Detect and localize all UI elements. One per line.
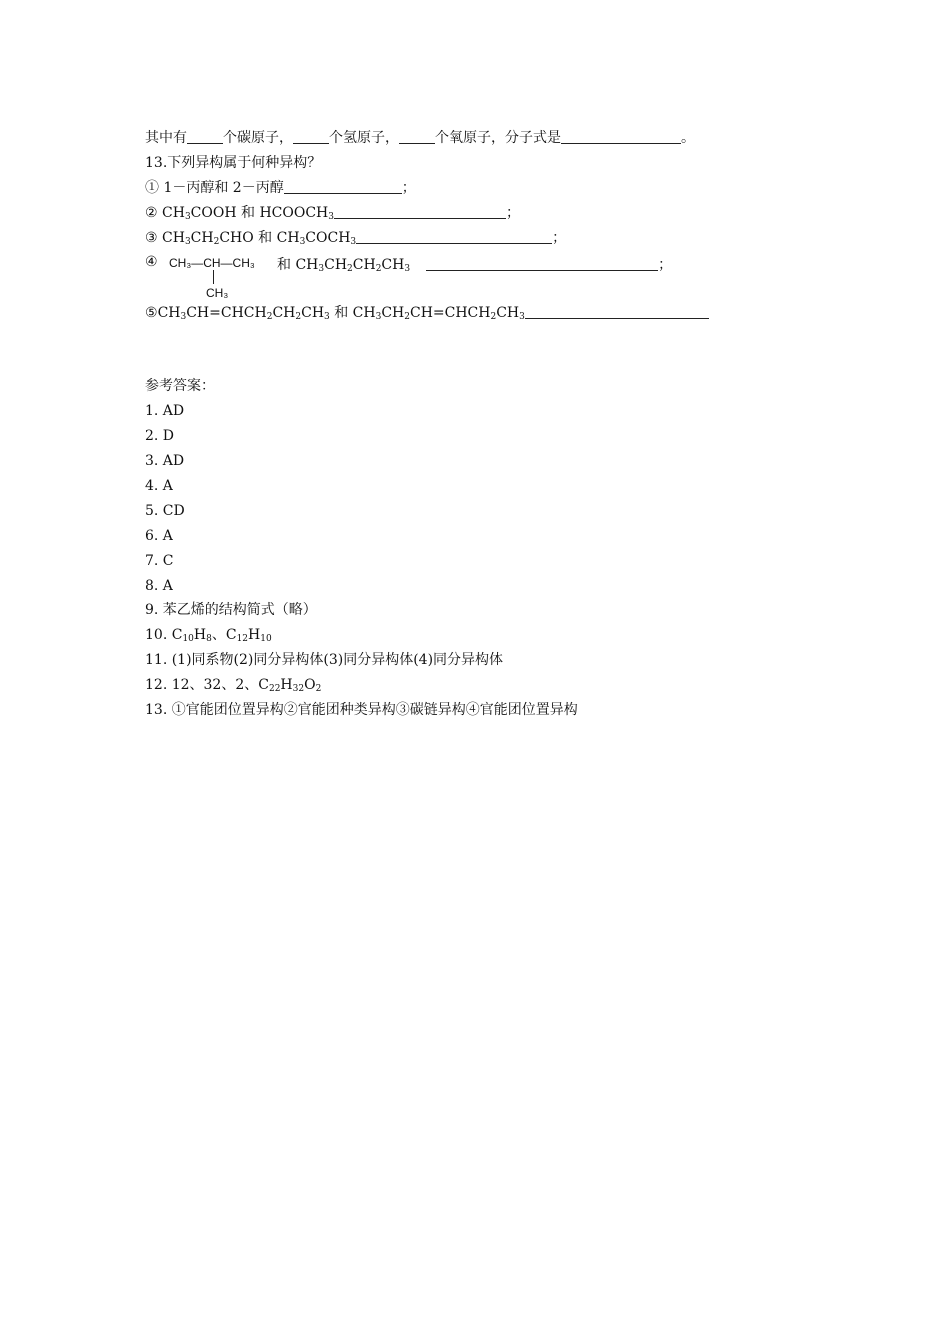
q13-item-3: [145, 229, 566, 247]
answer-6: 6. A: [145, 528, 173, 544]
q13-item-4: [145, 254, 673, 300]
q13-item-4-blank[interactable]: [426, 256, 658, 271]
answer-13: 13. ①官能团位置异构②官能团种类异构③碳链异构④官能团位置异构: [145, 702, 578, 718]
branch-bond-line: [213, 270, 214, 284]
q13-item-2-end: ；: [505, 205, 520, 221]
q13-item-2-mark: ②: [145, 205, 158, 221]
q13-item-5-mark: ⑤: [145, 305, 158, 321]
answer-11: 11. (1)同系物(2)同分异构体(3)同分异构体(4)同分异构体: [145, 652, 504, 668]
answer-1: 1. AD: [145, 403, 185, 419]
q12-fill-line: [145, 129, 695, 147]
q13-item-1-end: ；: [401, 180, 416, 196]
carbon-count-blank[interactable]: [187, 129, 223, 144]
isobutane-structure-main: CH₃—CH—CH₃: [169, 256, 255, 270]
q13-item-4-mark: ④: [145, 254, 158, 270]
answer-5: 5. CD: [145, 503, 185, 519]
answer-3: 3. AD: [145, 453, 185, 469]
isobutane-structure-branch: CH₃: [206, 286, 229, 300]
q13-item-1: [145, 179, 416, 197]
q13-item-3-mark: ③: [145, 230, 158, 246]
answer-10: 10. $C_{10}H_8$、$C_{12}H_{10}$: [145, 627, 272, 644]
q13-item-3-end: ；: [552, 230, 567, 246]
q12-text-1: 其中有: [145, 130, 187, 146]
q12-text-3: 个氢原子，: [329, 130, 399, 146]
hydrogen-count-blank[interactable]: [293, 129, 329, 144]
q13-item-2: [145, 204, 520, 222]
q13-item-4-text: 和 $CH_3CH_2CH_2CH_3$ ；: [277, 257, 673, 274]
answer-4: 4. A: [145, 478, 173, 494]
q13-item-2-text: $CH_3COOH$ 和 $HCOOCH_3$: [157, 205, 334, 222]
q13-item-5: [145, 304, 709, 322]
answer-12: 12. 12、32、2、$C_{22}H_{32}O_2$: [145, 677, 322, 694]
answer-7: 7. C: [145, 553, 174, 569]
q13-item-2-blank[interactable]: [334, 204, 506, 219]
q13-item-5-text: $CH_3CH=CHCH_2CH_2CH_3$ 和 $CH_3CH_2CH=CHCH_2CH_3$: [157, 305, 525, 322]
q13-item-4-end: ；: [658, 257, 673, 273]
answers-heading: 参考答案：: [145, 378, 215, 394]
q13-item-1-mark: ①: [145, 180, 159, 196]
q13-item-3-text: $CH_3CH_2CHO$ 和 $CH_3COCH_3$: [157, 230, 357, 247]
oxygen-count-blank[interactable]: [399, 129, 435, 144]
q13-title: 13.下列异构属于何种异构？: [145, 155, 322, 171]
answer-2: 2. D: [145, 428, 175, 444]
q12-end: 。: [681, 130, 695, 146]
formula-blank[interactable]: [561, 129, 681, 144]
q13-item-1-text: 1－丙醇和 2－丙醇: [159, 180, 284, 196]
q13-item-1-blank[interactable]: [284, 179, 402, 194]
q12-text-2: 个碳原子，: [223, 130, 293, 146]
answer-9: 9. 苯乙烯的结构简式（略）: [145, 602, 317, 618]
q12-text-4: 个氧原子，分子式是: [435, 130, 561, 146]
q13-item-5-blank[interactable]: [525, 304, 709, 319]
q13-item-3-blank[interactable]: [356, 229, 552, 244]
answer-8: 8. A: [145, 578, 173, 594]
